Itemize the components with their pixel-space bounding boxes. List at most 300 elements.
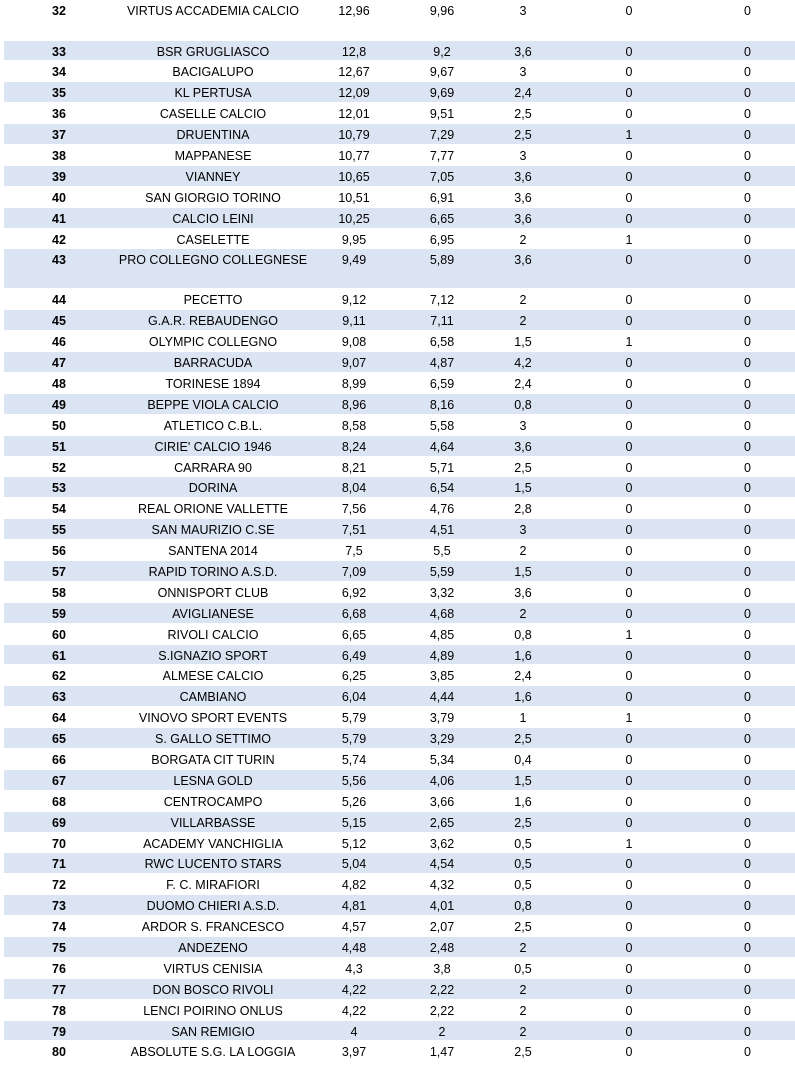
value3-cell: 3,6 [488,165,558,186]
team-cell: VILLARBASSE [114,811,312,832]
value3-cell: 0,4 [488,749,558,770]
value4-cell: 0 [558,957,700,978]
value1-cell: 4,81 [312,895,396,916]
rank-cell: 33 [4,40,114,61]
table-row [4,728,795,749]
value2-cell: 4,64 [396,435,488,456]
value5-cell: 0 [700,82,795,103]
value2-cell: 4,32 [396,874,488,895]
value2-cell: 7,11 [396,310,488,331]
table-row [4,749,795,770]
value2-cell: 4,85 [396,623,488,644]
value5-cell: 0 [700,999,795,1020]
table-row [4,707,795,728]
value5-cell: 0 [700,811,795,832]
value5-cell: 0 [700,61,795,82]
value1-cell: 12,67 [312,61,396,82]
table-body [4,0,795,1062]
value2-cell: 5,71 [396,456,488,477]
value5-cell: 0 [700,310,795,331]
rank-cell: 62 [4,665,114,686]
value5-cell: 0 [700,540,795,561]
value3-cell: 1,5 [488,769,558,790]
team-cell: VIRTUS CENISIA [114,957,312,978]
value1-cell: 10,77 [312,144,396,165]
team-cell: REAL ORIONE VALLETTE [114,498,312,519]
value4-cell: 0 [558,310,700,331]
value4-cell: 0 [558,978,700,999]
team-cell: BACIGALUPO [114,61,312,82]
value2-cell: 6,58 [396,331,488,352]
value1-cell: 6,25 [312,665,396,686]
rank-cell: 69 [4,811,114,832]
table-row [4,623,795,644]
value1-cell: 12,01 [312,103,396,124]
table-row [4,937,795,958]
table-row [4,165,795,186]
value5-cell: 0 [700,186,795,207]
team-cell: SAN GIORGIO TORINO [114,186,312,207]
table-row [4,393,795,414]
rank-cell: 59 [4,602,114,623]
rank-cell: 74 [4,916,114,937]
rank-cell: 64 [4,707,114,728]
rank-cell: 60 [4,623,114,644]
value1-cell: 9,95 [312,228,396,249]
rank-cell: 47 [4,352,114,373]
value4-cell: 0 [558,186,700,207]
value3-cell: 4,2 [488,352,558,373]
team-cell: CIRIE' CALCIO 1946 [114,435,312,456]
rank-cell: 77 [4,978,114,999]
value2-cell: 3,32 [396,581,488,602]
table-row [4,978,795,999]
value2-cell: 4,51 [396,519,488,540]
value4-cell: 1 [558,124,700,145]
value3-cell: 1,5 [488,560,558,581]
team-cell: ONNISPORT CLUB [114,581,312,602]
rank-cell: 79 [4,1020,114,1041]
value5-cell: 0 [700,874,795,895]
value2-cell: 4,76 [396,498,488,519]
table-row [4,61,795,82]
value3-cell: 2,4 [488,82,558,103]
value5-cell: 0 [700,249,795,289]
value4-cell: 0 [558,144,700,165]
value1-cell: 6,65 [312,623,396,644]
value1-cell: 8,96 [312,393,396,414]
value2-cell: 9,51 [396,103,488,124]
table-row [4,540,795,561]
value5-cell: 0 [700,477,795,498]
value3-cell: 0,5 [488,853,558,874]
value2-cell: 1,47 [396,1041,488,1062]
rank-cell: 50 [4,414,114,435]
table-row [4,144,795,165]
team-cell: CENTROCAMPO [114,790,312,811]
value2-cell: 4,89 [396,644,488,665]
value3-cell: 2 [488,978,558,999]
value2-cell: 4,68 [396,602,488,623]
rank-cell: 75 [4,937,114,958]
value1-cell: 6,92 [312,581,396,602]
table-row [4,999,795,1020]
table-row [4,249,795,289]
value4-cell: 0 [558,414,700,435]
value5-cell: 0 [700,957,795,978]
value1-cell: 4 [312,1020,396,1041]
rank-cell: 57 [4,560,114,581]
value5-cell: 0 [700,853,795,874]
value3-cell: 0,8 [488,623,558,644]
team-cell: DON BOSCO RIVOLI [114,978,312,999]
team-cell: MAPPANESE [114,144,312,165]
value3-cell: 1 [488,707,558,728]
value2-cell: 2,65 [396,811,488,832]
value5-cell: 0 [700,1020,795,1041]
value2-cell: 4,87 [396,352,488,373]
table-row [4,916,795,937]
value2-cell: 4,54 [396,853,488,874]
table-row [4,207,795,228]
value5-cell: 0 [700,456,795,477]
value4-cell: 1 [558,832,700,853]
value1-cell: 9,12 [312,289,396,310]
value3-cell: 2 [488,540,558,561]
value5-cell: 0 [700,623,795,644]
table-row [4,228,795,249]
team-cell: DORINA [114,477,312,498]
rank-cell: 45 [4,310,114,331]
value1-cell: 6,68 [312,602,396,623]
value1-cell: 5,79 [312,707,396,728]
value5-cell: 0 [700,832,795,853]
value4-cell: 0 [558,686,700,707]
rank-cell: 55 [4,519,114,540]
value3-cell: 3,6 [488,581,558,602]
table-row [4,435,795,456]
rank-cell: 39 [4,165,114,186]
team-cell: KL PERTUSA [114,82,312,103]
value5-cell: 0 [700,207,795,228]
value3-cell: 2,5 [488,456,558,477]
value5-cell: 0 [700,498,795,519]
value3-cell: 0,5 [488,832,558,853]
value3-cell: 2 [488,1020,558,1041]
team-cell: RWC LUCENTO STARS [114,853,312,874]
table-row [4,103,795,124]
value5-cell: 0 [700,790,795,811]
value4-cell: 1 [558,228,700,249]
value4-cell: 0 [558,728,700,749]
value4-cell: 0 [558,749,700,770]
value3-cell: 3 [488,414,558,435]
value4-cell: 0 [558,790,700,811]
value3-cell: 2 [488,937,558,958]
table-row [4,665,795,686]
value3-cell: 3 [488,144,558,165]
value5-cell: 0 [700,331,795,352]
team-cell: BORGATA CIT TURIN [114,749,312,770]
team-cell: VIANNEY [114,165,312,186]
value5-cell: 0 [700,749,795,770]
team-cell: G.A.R. REBAUDENGO [114,310,312,331]
value5-cell: 0 [700,165,795,186]
value4-cell: 0 [558,103,700,124]
table-row [4,124,795,145]
value1-cell: 9,07 [312,352,396,373]
team-cell: DUOMO CHIERI A.S.D. [114,895,312,916]
value1-cell: 4,48 [312,937,396,958]
value1-cell: 8,04 [312,477,396,498]
team-cell: CAMBIANO [114,686,312,707]
value1-cell: 9,11 [312,310,396,331]
value1-cell: 7,56 [312,498,396,519]
team-cell: S. GALLO SETTIMO [114,728,312,749]
rank-cell: 73 [4,895,114,916]
team-cell: VIRTUS ACCADEMIA CALCIO [114,0,312,40]
value1-cell: 10,25 [312,207,396,228]
value1-cell: 7,5 [312,540,396,561]
team-cell: TORINESE 1894 [114,372,312,393]
value2-cell: 7,77 [396,144,488,165]
value4-cell: 0 [558,40,700,61]
table-row [4,519,795,540]
value1-cell: 6,49 [312,644,396,665]
value1-cell: 4,57 [312,916,396,937]
rank-cell: 78 [4,999,114,1020]
rank-cell: 48 [4,372,114,393]
value1-cell: 9,08 [312,331,396,352]
table-row [4,352,795,373]
value4-cell: 0 [558,249,700,289]
value3-cell: 3 [488,0,558,40]
value2-cell: 6,95 [396,228,488,249]
value2-cell: 5,89 [396,249,488,289]
team-cell: BEPPE VIOLA CALCIO [114,393,312,414]
value4-cell: 0 [558,560,700,581]
value4-cell: 0 [558,372,700,393]
team-cell: RAPID TORINO A.S.D. [114,560,312,581]
team-cell: OLYMPIC COLLEGNO [114,331,312,352]
value3-cell: 3,6 [488,40,558,61]
value5-cell: 0 [700,581,795,602]
value1-cell: 4,3 [312,957,396,978]
rank-cell: 76 [4,957,114,978]
value2-cell: 3,79 [396,707,488,728]
value4-cell: 0 [558,289,700,310]
value2-cell: 2,48 [396,937,488,958]
value4-cell: 0 [558,456,700,477]
value5-cell: 0 [700,602,795,623]
value2-cell: 6,54 [396,477,488,498]
table-row [4,895,795,916]
table-row [4,1020,795,1041]
value4-cell: 0 [558,352,700,373]
team-cell: CASELLE CALCIO [114,103,312,124]
rank-cell: 67 [4,769,114,790]
value1-cell: 8,24 [312,435,396,456]
value5-cell: 0 [700,769,795,790]
table-row [4,186,795,207]
value4-cell: 0 [558,999,700,1020]
value5-cell: 0 [700,124,795,145]
value3-cell: 1,5 [488,331,558,352]
rank-cell: 35 [4,82,114,103]
value3-cell: 1,6 [488,686,558,707]
table-row [4,289,795,310]
value3-cell: 0,8 [488,895,558,916]
rank-cell: 72 [4,874,114,895]
team-cell: VINOVO SPORT EVENTS [114,707,312,728]
value2-cell: 9,69 [396,82,488,103]
rank-cell: 68 [4,790,114,811]
table-row [4,40,795,61]
value2-cell: 6,59 [396,372,488,393]
value3-cell: 2,8 [488,498,558,519]
value4-cell: 0 [558,498,700,519]
value2-cell: 5,5 [396,540,488,561]
team-cell: LESNA GOLD [114,769,312,790]
rank-cell: 51 [4,435,114,456]
table-row [4,331,795,352]
value2-cell: 7,12 [396,289,488,310]
value5-cell: 0 [700,228,795,249]
value1-cell: 12,96 [312,0,396,40]
table-row [4,498,795,519]
team-cell: F. C. MIRAFIORI [114,874,312,895]
value4-cell: 0 [558,853,700,874]
rank-cell: 80 [4,1041,114,1062]
value2-cell: 2 [396,1020,488,1041]
value2-cell: 4,06 [396,769,488,790]
rank-cell: 52 [4,456,114,477]
value1-cell: 5,15 [312,811,396,832]
table-row [4,0,795,40]
rank-cell: 66 [4,749,114,770]
value3-cell: 3,6 [488,207,558,228]
rank-cell: 43 [4,249,114,289]
value2-cell: 9,67 [396,61,488,82]
rank-cell: 58 [4,581,114,602]
value3-cell: 0,5 [488,874,558,895]
team-cell: ALMESE CALCIO [114,665,312,686]
value5-cell: 0 [700,372,795,393]
value5-cell: 0 [700,728,795,749]
value3-cell: 3 [488,519,558,540]
team-cell: ACADEMY VANCHIGLIA [114,832,312,853]
value2-cell: 3,29 [396,728,488,749]
value1-cell: 12,8 [312,40,396,61]
value5-cell: 0 [700,665,795,686]
value3-cell: 2,5 [488,1041,558,1062]
rank-cell: 53 [4,477,114,498]
rank-cell: 41 [4,207,114,228]
value2-cell: 3,85 [396,665,488,686]
value4-cell: 1 [558,707,700,728]
value2-cell: 9,96 [396,0,488,40]
value5-cell: 0 [700,352,795,373]
value5-cell: 0 [700,560,795,581]
value2-cell: 8,16 [396,393,488,414]
value4-cell: 0 [558,477,700,498]
value1-cell: 4,22 [312,978,396,999]
table-row [4,372,795,393]
value4-cell: 0 [558,393,700,414]
value5-cell: 0 [700,978,795,999]
value5-cell: 0 [700,519,795,540]
value5-cell: 0 [700,40,795,61]
value3-cell: 3,6 [488,435,558,456]
value3-cell: 2 [488,310,558,331]
team-cell: AVIGLIANESE [114,602,312,623]
team-cell: BSR GRUGLIASCO [114,40,312,61]
value1-cell: 4,22 [312,999,396,1020]
rank-cell: 38 [4,144,114,165]
value3-cell: 1,6 [488,790,558,811]
table-row [4,769,795,790]
value5-cell: 0 [700,414,795,435]
value4-cell: 0 [558,540,700,561]
value1-cell: 10,79 [312,124,396,145]
value3-cell: 3,6 [488,249,558,289]
rank-cell: 34 [4,61,114,82]
team-cell: CARRARA 90 [114,456,312,477]
rank-cell: 49 [4,393,114,414]
value3-cell: 2,4 [488,372,558,393]
value1-cell: 5,04 [312,853,396,874]
rank-cell: 32 [4,0,114,40]
value3-cell: 3,6 [488,186,558,207]
table-row [4,790,795,811]
value4-cell: 0 [558,769,700,790]
rank-cell: 70 [4,832,114,853]
value1-cell: 5,12 [312,832,396,853]
table-row [4,811,795,832]
value4-cell: 0 [558,602,700,623]
rank-cell: 46 [4,331,114,352]
value1-cell: 5,26 [312,790,396,811]
rank-cell: 54 [4,498,114,519]
value2-cell: 2,22 [396,978,488,999]
value5-cell: 0 [700,1041,795,1062]
value4-cell: 0 [558,916,700,937]
table-row [4,581,795,602]
value3-cell: 1,5 [488,477,558,498]
value1-cell: 8,21 [312,456,396,477]
value3-cell: 0,8 [488,393,558,414]
value5-cell: 0 [700,393,795,414]
value4-cell: 0 [558,61,700,82]
table-row [4,957,795,978]
value5-cell: 0 [700,435,795,456]
value5-cell: 0 [700,707,795,728]
value3-cell: 2,5 [488,103,558,124]
value4-cell: 0 [558,207,700,228]
value2-cell: 6,65 [396,207,488,228]
team-cell: LENCI POIRINO ONLUS [114,999,312,1020]
value3-cell: 2,5 [488,124,558,145]
value4-cell: 0 [558,874,700,895]
team-cell: DRUENTINA [114,124,312,145]
value3-cell: 2 [488,999,558,1020]
value1-cell: 7,09 [312,560,396,581]
value1-cell: 5,56 [312,769,396,790]
value5-cell: 0 [700,144,795,165]
team-cell: ABSOLUTE S.G. LA LOGGIA [114,1041,312,1062]
value5-cell: 0 [700,103,795,124]
value1-cell: 6,04 [312,686,396,707]
